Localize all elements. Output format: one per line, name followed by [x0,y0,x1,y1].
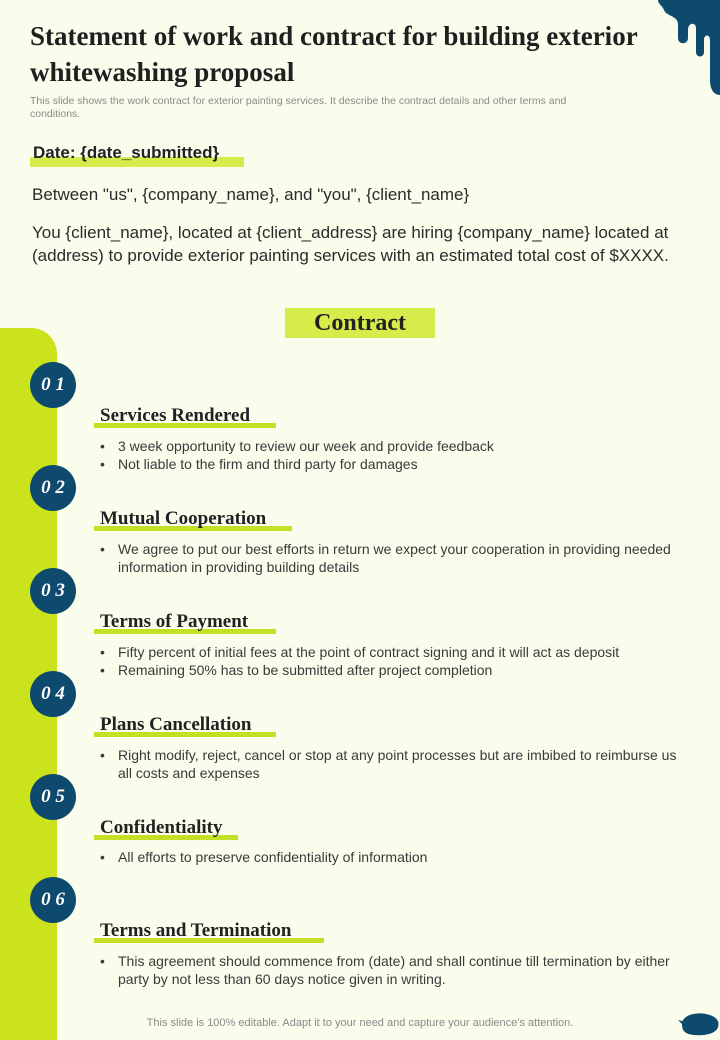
section-bullets-cooperation [100,540,690,576]
section-heading-payment: Terms of Payment [100,611,249,632]
section-heading-termination: Terms and Termination [100,920,292,941]
list-item: • Right modify, reject, cancel or stop at any point processes but are imbibed to reimburse us all costs and expenses [100,746,690,782]
paint-blob-decoration [678,1011,720,1037]
section-bullets-services [100,437,690,473]
section-number-4: 0 4 [30,671,76,717]
section-number-1: 0 1 [30,362,76,408]
date-text: Date: {date_submitted} [33,143,220,162]
section-number-2: 0 2 [30,465,76,511]
section-number-5: 0 5 [30,774,76,820]
section-bullets-payment [100,643,690,679]
page-subtitle: This slide shows the work contract for exterior painting services. It describe the contract details and other terms and conditions. [30,95,567,120]
list-item: • Not liable to the firm and third party for damages [100,455,690,473]
section-bullets-termination [100,952,690,988]
section-number-6: 0 6 [30,877,76,923]
section-bullets-confidentiality [100,848,690,866]
list-item: • 3 week opportunity to review our week and provide feedback [100,437,690,455]
list-item: • We agree to put our best efforts in return we expect your cooperation in providing needed information in providing building details [100,540,690,576]
section-heading-cancellation: Plans Cancellation [100,714,252,735]
contract-heading: Contract [285,308,435,338]
between-paragraph: Between "us", {company_name}, and "you", {client_name} [32,185,470,204]
section-heading-confidentiality: Confidentiality [100,817,223,838]
list-item: • All efforts to preserve confidentiality of information [100,848,690,866]
hiring-paragraph: You {client_name}, located at {client_address} are hiring {company_name} located at (address) to provide exterior painting services with an estimated total cost of $XXXX. [32,223,669,265]
section-bullets-cancellation [100,746,690,782]
list-item: • Fifty percent of initial fees at the point of contract signing and it will act as deposit [100,643,690,661]
page-title: Statement of work and contract for building exterior whitewashing proposal [30,21,638,87]
date-label [30,143,219,163]
section-heading-services: Services Rendered [100,405,251,426]
footer-note: This slide is 100% editable. Adapt it to your need and capture your audience’s attention. [146,1017,574,1029]
list-item: • Remaining 50% has to be submitted after project completion [100,661,690,679]
section-heading-cooperation: Mutual Cooperation [100,508,267,529]
list-item: • This agreement should commence from (date) and shall continue till termination by either party by not less than 60 days notice given in writing. [100,952,690,988]
section-number-3: 0 3 [30,568,76,614]
